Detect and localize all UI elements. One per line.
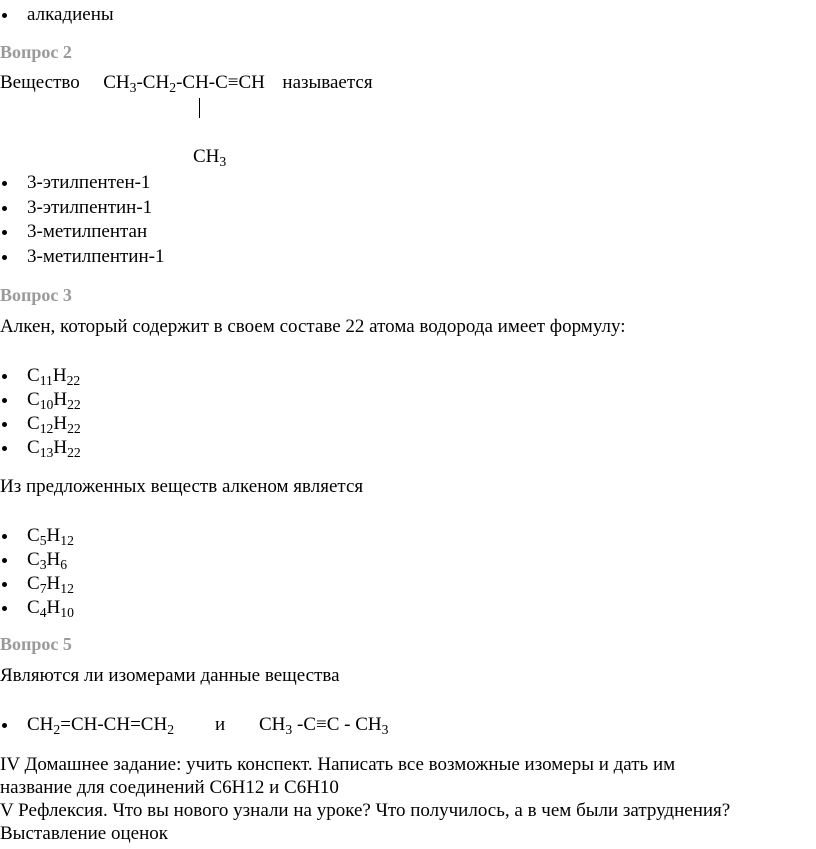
question-text: Из предложенных веществ алкеном является bbox=[0, 476, 364, 497]
bullet-icon bbox=[2, 534, 7, 539]
question-heading: Вопрос 3 bbox=[0, 285, 72, 305]
bullet-icon bbox=[2, 206, 7, 211]
branch-formula: $CH_3$ bbox=[193, 146, 227, 169]
question-prefix: Вещество bbox=[0, 72, 80, 93]
question-text: Являются ли изомерами данные вещества bbox=[0, 665, 340, 686]
chemical-formula: $C_7H_{12}$ bbox=[27, 573, 74, 596]
question-heading: Вопрос 5 bbox=[0, 634, 72, 654]
bullet-icon bbox=[2, 13, 7, 18]
bullet-icon bbox=[2, 255, 7, 260]
bullet-icon bbox=[2, 422, 7, 427]
bullet-icon bbox=[2, 374, 7, 379]
reflection-text: Выставление оценок bbox=[0, 823, 168, 844]
homework-text: IV Домашнее задание: учить конспект. Написать все возможные изомеры и дать им bbox=[0, 754, 676, 775]
chemical-formula: $CH_2=CH-CH=CH_2$ bbox=[27, 714, 175, 737]
option-text: 3-метилпентин-1 bbox=[27, 246, 165, 267]
chemical-formula: $C_{13}H_{22}$ bbox=[27, 437, 81, 460]
bullet-icon bbox=[2, 446, 7, 451]
bullet-icon bbox=[2, 398, 7, 403]
bullet-icon bbox=[2, 230, 7, 235]
chemical-formula: $CH_3-CH_2-CH-C\equiv CH$ bbox=[103, 72, 265, 95]
homework-text: название для соединений С6Н12 и С6Н10 bbox=[0, 777, 339, 798]
question-text bbox=[0, 72, 373, 94]
chemical-formula: $CH_3$ $-C\equiv C - CH_3$ bbox=[259, 714, 389, 737]
bullet-icon bbox=[2, 723, 7, 728]
reflection-text: V Рефлексия. Что вы нового узнали на уроке? Что получилось, а в чем были затруднения? bbox=[0, 800, 731, 821]
bullet-icon bbox=[2, 582, 7, 587]
bond-line bbox=[199, 98, 200, 118]
question-suffix: называется bbox=[282, 72, 373, 93]
question-heading: Вопрос 2 bbox=[0, 42, 72, 62]
question-text: Алкен, который содержит в своем составе 22 атома водорода имеет формулу: bbox=[0, 316, 626, 337]
conjunction: и bbox=[215, 714, 226, 735]
chemical-formula: $C_3H_6$ bbox=[27, 549, 68, 572]
chemical-formula: $C_4H_{10}$ bbox=[27, 597, 74, 620]
chemical-formula: $C_{11}H_{22}$ bbox=[27, 365, 81, 388]
bullet-icon bbox=[2, 606, 7, 611]
option-text: 3-метилпентан bbox=[27, 221, 148, 242]
chemical-formula: $C_5H_{12}$ bbox=[27, 525, 74, 548]
chemical-formula: $C_{12}H_{22}$ bbox=[27, 413, 81, 436]
option-text: 3-этилпентин-1 bbox=[27, 197, 153, 218]
chemical-formula: $C_{10}H_{22}$ bbox=[27, 389, 81, 412]
bullet-icon bbox=[2, 181, 7, 186]
bullet-icon bbox=[2, 558, 7, 563]
option-text: 3-этилпентен-1 bbox=[27, 172, 151, 193]
option-text: алкадиены bbox=[27, 4, 114, 25]
